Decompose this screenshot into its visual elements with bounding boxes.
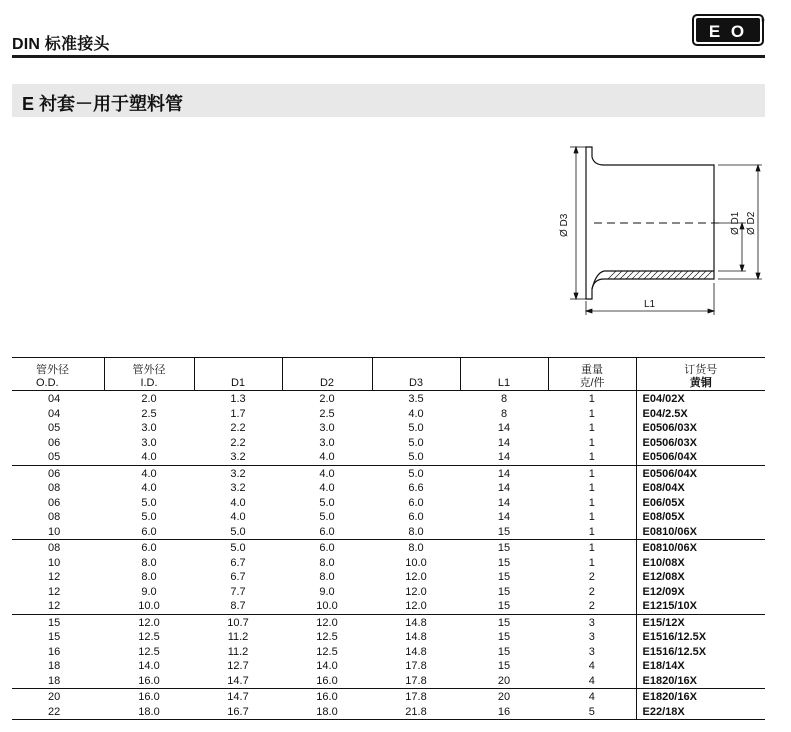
cell-d2: 8.0 xyxy=(319,556,335,569)
cell-id: 3.0 xyxy=(141,436,157,449)
label-d1: Ø D1 xyxy=(730,211,741,235)
cell-id: 9.0 xyxy=(141,585,157,598)
logo-text: E O xyxy=(708,22,748,41)
cell-od: 06 xyxy=(48,467,61,480)
cell-order-no: E1820/16X xyxy=(636,689,765,705)
cell-order-no: E0810/06X xyxy=(636,525,765,540)
cell-weight: 1 xyxy=(548,525,636,540)
cell-order-no: E0506/03X xyxy=(636,421,765,436)
cell-d2: 5.0 xyxy=(319,511,335,523)
cell-id: 12.5 xyxy=(138,645,160,658)
cell-order-no: E08/04X xyxy=(636,481,765,496)
cell-order-no: E12/08X xyxy=(636,570,765,585)
col-header-l1: L1 xyxy=(460,358,548,391)
cell-weight: 3 xyxy=(588,616,595,629)
cell-l1: 15 xyxy=(497,616,511,629)
cell-weight: 5 xyxy=(548,705,636,720)
cell-d2: 5.0 xyxy=(319,496,335,509)
table-row xyxy=(12,614,765,630)
cell-od: 08 xyxy=(48,542,61,554)
table-row xyxy=(12,391,765,407)
cell-weight: 1 xyxy=(588,556,595,569)
cell-id: 14.0 xyxy=(138,660,160,672)
cell-weight: 2 xyxy=(588,571,595,583)
col-header-order: 订货号 黄铜 xyxy=(636,358,765,391)
cell-l1: 15 xyxy=(497,571,511,583)
cell-d1: 16.7 xyxy=(194,705,282,720)
cell-d3: 8.0 xyxy=(408,542,424,554)
col-header-weight: 重量 克/件 xyxy=(548,358,636,391)
cell-d1: 4.0 xyxy=(230,496,246,509)
cell-d3: 14.8 xyxy=(405,645,427,658)
cell-order-no: E04/2.5X xyxy=(636,407,765,422)
cell-d1: 1.7 xyxy=(230,407,246,420)
cell-l1: 15 xyxy=(460,525,548,540)
cell-d2: 6.0 xyxy=(319,542,335,554)
dimension-table xyxy=(12,357,765,720)
table-row xyxy=(12,630,765,645)
cell-od: 10 xyxy=(48,556,61,569)
cell-d3: 8.0 xyxy=(372,525,460,540)
table-row xyxy=(12,481,765,496)
cell-d3: 17.8 xyxy=(372,674,460,689)
cell-d1: 3.2 xyxy=(230,467,246,480)
cell-d2: 6.0 xyxy=(282,525,372,540)
cell-d3: 10.0 xyxy=(405,556,427,569)
section-band xyxy=(12,84,765,117)
cell-d2: 2.0 xyxy=(319,393,335,405)
col-header-d1: D1 xyxy=(194,358,282,391)
cell-d2: 4.0 xyxy=(319,467,335,480)
cell-d2: 16.0 xyxy=(316,691,338,703)
cell-l1: 14 xyxy=(497,496,511,509)
cell-weight: 3 xyxy=(588,645,595,658)
cell-id: 10.0 xyxy=(104,599,194,614)
cell-od: 18 xyxy=(12,674,104,689)
cell-d2: 3.0 xyxy=(319,422,335,434)
table-row xyxy=(12,421,765,436)
cell-l1: 8 xyxy=(500,393,508,405)
cell-weight: 1 xyxy=(588,436,595,449)
cell-order-no: E1820/16X xyxy=(636,674,765,689)
header-rule xyxy=(12,55,765,58)
cell-d1: 5.0 xyxy=(194,525,282,540)
cell-order-no: E04/02X xyxy=(636,391,765,407)
cell-id: 4.0 xyxy=(141,467,157,480)
cell-l1: 14 xyxy=(460,450,548,465)
page-header-title: DIN 标准接头 xyxy=(12,36,110,53)
cell-od: 06 xyxy=(48,496,61,509)
col-header-id: 管外径 I.D. xyxy=(104,358,194,391)
cell-weight: 2 xyxy=(548,599,636,614)
cell-d2: 9.0 xyxy=(319,585,335,598)
cell-d3: 12.0 xyxy=(372,599,460,614)
cell-id: 18.0 xyxy=(104,705,194,720)
cell-d2: 16.0 xyxy=(282,674,372,689)
cell-order-no: E08/05X xyxy=(636,510,765,525)
cell-l1: 15 xyxy=(497,660,511,672)
cell-order-no: E06/05X xyxy=(636,496,765,511)
cell-weight: 1 xyxy=(588,407,595,420)
table-row xyxy=(12,689,765,705)
cell-weight: 1 xyxy=(588,422,595,434)
cell-d1: 11.2 xyxy=(227,631,249,643)
cell-d2: 2.5 xyxy=(319,407,335,420)
label-l1: L1 xyxy=(644,299,656,310)
cell-id: 5.0 xyxy=(141,511,157,523)
cell-od: 05 xyxy=(48,422,61,434)
cell-id: 3.0 xyxy=(141,422,157,434)
cell-d1: 6.7 xyxy=(230,556,246,569)
cell-od: 12 xyxy=(12,599,104,614)
cell-l1: 20 xyxy=(460,674,548,689)
cell-l1: 14 xyxy=(497,467,511,480)
cell-od: 12 xyxy=(48,585,61,598)
cell-d1: 3.2 xyxy=(230,482,246,494)
cell-d3: 12.0 xyxy=(405,585,427,598)
cell-d2: 12.5 xyxy=(316,645,338,658)
col-header-d3: D3 xyxy=(372,358,460,391)
table-row xyxy=(12,556,765,571)
cell-l1: 15 xyxy=(460,599,548,614)
cell-l1: 20 xyxy=(497,691,511,703)
cell-order-no: E0810/06X xyxy=(636,540,765,556)
table-row xyxy=(12,450,765,465)
cell-order-no: E15/12X xyxy=(636,614,765,630)
table-row xyxy=(12,496,765,511)
table-row xyxy=(12,585,765,600)
cell-l1: 16 xyxy=(460,705,548,720)
cell-id: 4.0 xyxy=(141,482,157,494)
cell-d3: 6.0 xyxy=(408,511,424,523)
cell-id: 2.0 xyxy=(141,393,157,405)
cell-id: 8.0 xyxy=(141,571,157,583)
label-d2: Ø D2 xyxy=(746,211,757,235)
cell-l1: 14 xyxy=(497,422,511,434)
cell-id: 4.0 xyxy=(104,450,194,465)
cell-l1: 15 xyxy=(497,542,511,554)
cell-od: 22 xyxy=(12,705,104,720)
cell-d3: 21.8 xyxy=(372,705,460,720)
table-row xyxy=(12,407,765,422)
cell-d1: 14.7 xyxy=(227,691,249,703)
cell-id: 16.0 xyxy=(138,691,160,703)
cell-weight: 1 xyxy=(548,450,636,465)
col-header-d2: D2 xyxy=(282,358,372,391)
cell-d3: 6.0 xyxy=(408,496,424,509)
cell-l1: 14 xyxy=(497,511,511,523)
cell-d3: 5.0 xyxy=(408,422,424,434)
bushing-technical-drawing xyxy=(548,143,770,323)
cell-id: 6.0 xyxy=(141,542,157,554)
cell-d2: 10.0 xyxy=(282,599,372,614)
cell-order-no: E10/08X xyxy=(636,556,765,571)
cell-l1: 14 xyxy=(497,436,511,449)
cell-weight: 1 xyxy=(588,482,595,494)
cell-d3: 14.8 xyxy=(405,631,427,643)
cell-d3: 5.0 xyxy=(408,436,424,449)
cell-weight: 1 xyxy=(588,467,595,480)
cell-d3: 17.8 xyxy=(405,691,427,703)
cell-order-no: E1516/12.5X xyxy=(636,630,765,645)
cell-od: 15 xyxy=(48,616,61,629)
cell-od: 04 xyxy=(48,407,61,420)
cell-order-no: E12/09X xyxy=(636,585,765,600)
cell-od: 15 xyxy=(48,631,61,643)
cell-d3: 6.6 xyxy=(408,482,424,494)
col-header-od: 管外径 O.D. xyxy=(36,364,69,389)
cell-id: 2.5 xyxy=(141,407,157,420)
table-row xyxy=(12,525,765,540)
cell-id: 6.0 xyxy=(104,525,194,540)
table-row xyxy=(12,674,765,689)
cell-l1: 15 xyxy=(497,585,511,598)
cell-weight: 3 xyxy=(588,631,595,643)
cell-l1: 15 xyxy=(497,556,511,569)
cell-od: 10 xyxy=(12,525,104,540)
cell-d2: 8.0 xyxy=(319,571,335,583)
cell-od: 04 xyxy=(48,393,61,405)
cell-l1: 14 xyxy=(497,482,511,494)
cell-order-no: E1516/12.5X xyxy=(636,645,765,660)
cell-d2: 12.5 xyxy=(316,631,338,643)
table-row xyxy=(12,510,765,525)
table-row xyxy=(12,436,765,451)
cell-d1: 4.0 xyxy=(230,511,246,523)
cell-d2: 18.0 xyxy=(282,705,372,720)
cell-d3: 14.8 xyxy=(405,616,427,629)
table-row xyxy=(12,465,765,481)
cell-od: 18 xyxy=(48,660,61,672)
cell-d2: 4.0 xyxy=(319,482,335,494)
cell-od: 08 xyxy=(48,482,61,494)
cell-order-no: E0506/03X xyxy=(636,436,765,451)
cell-d1: 2.2 xyxy=(230,436,246,449)
section-title: E 衬套－用于塑料管 xyxy=(22,94,184,114)
cell-weight: 1 xyxy=(588,393,595,405)
cell-d1: 12.7 xyxy=(227,660,249,672)
cell-d1: 1.3 xyxy=(230,393,246,405)
cell-d1: 14.7 xyxy=(194,674,282,689)
table-row xyxy=(12,645,765,660)
cell-weight: 2 xyxy=(588,585,595,598)
cell-order-no: E0506/04X xyxy=(636,450,765,465)
cell-weight: 4 xyxy=(588,691,595,703)
cell-d2: 12.0 xyxy=(316,616,338,629)
cell-d1: 6.7 xyxy=(230,571,246,583)
cell-d3: 5.0 xyxy=(372,450,460,465)
cell-l1: 15 xyxy=(497,631,511,643)
cell-d3: 17.8 xyxy=(405,660,427,672)
cell-id: 5.0 xyxy=(141,496,157,509)
cell-l1: 15 xyxy=(497,645,511,658)
svg-text:®: ® xyxy=(761,18,765,24)
cell-weight: 1 xyxy=(588,496,595,509)
cell-order-no: E0506/04X xyxy=(636,465,765,481)
cell-weight: 4 xyxy=(588,660,595,672)
cell-d1: 7.7 xyxy=(230,585,246,598)
cell-d1: 2.2 xyxy=(230,422,246,434)
cell-d1: 3.2 xyxy=(194,450,282,465)
table-header-row xyxy=(12,358,765,391)
cell-order-no: E22/18X xyxy=(636,705,765,720)
cell-d3: 12.0 xyxy=(405,571,427,583)
cell-id: 12.5 xyxy=(138,631,160,643)
cell-d1: 8.7 xyxy=(194,599,282,614)
cell-order-no: E18/14X xyxy=(636,659,765,674)
cell-od: 16 xyxy=(48,645,61,658)
cell-d3: 4.0 xyxy=(408,407,424,420)
cell-order-no: E1215/10X xyxy=(636,599,765,614)
cell-d1: 11.2 xyxy=(227,645,249,658)
table-row xyxy=(12,540,765,556)
cell-d2: 14.0 xyxy=(316,660,338,672)
cell-weight: 4 xyxy=(548,674,636,689)
cell-id: 8.0 xyxy=(141,556,157,569)
table-body xyxy=(12,391,765,720)
cell-od: 05 xyxy=(12,450,104,465)
cell-od: 20 xyxy=(48,691,61,703)
cell-l1: 8 xyxy=(500,407,508,420)
cell-weight: 1 xyxy=(588,542,595,554)
table-row xyxy=(12,659,765,674)
cell-d2: 4.0 xyxy=(282,450,372,465)
table-row xyxy=(12,570,765,585)
cell-id: 12.0 xyxy=(138,616,160,629)
cell-od: 12 xyxy=(48,571,61,583)
cell-weight: 1 xyxy=(588,511,595,523)
cell-d2: 3.0 xyxy=(319,436,335,449)
cell-od: 08 xyxy=(48,511,61,523)
label-d3: Ø D3 xyxy=(559,213,570,237)
cell-od: 06 xyxy=(48,436,61,449)
cell-d3: 3.5 xyxy=(408,393,424,405)
eo-logo xyxy=(692,14,764,46)
cell-d3: 5.0 xyxy=(408,467,424,480)
cell-id: 16.0 xyxy=(104,674,194,689)
cell-d1: 10.7 xyxy=(227,616,249,629)
table-row xyxy=(12,705,765,720)
table-row xyxy=(12,599,765,614)
cell-d1: 5.0 xyxy=(230,542,246,554)
